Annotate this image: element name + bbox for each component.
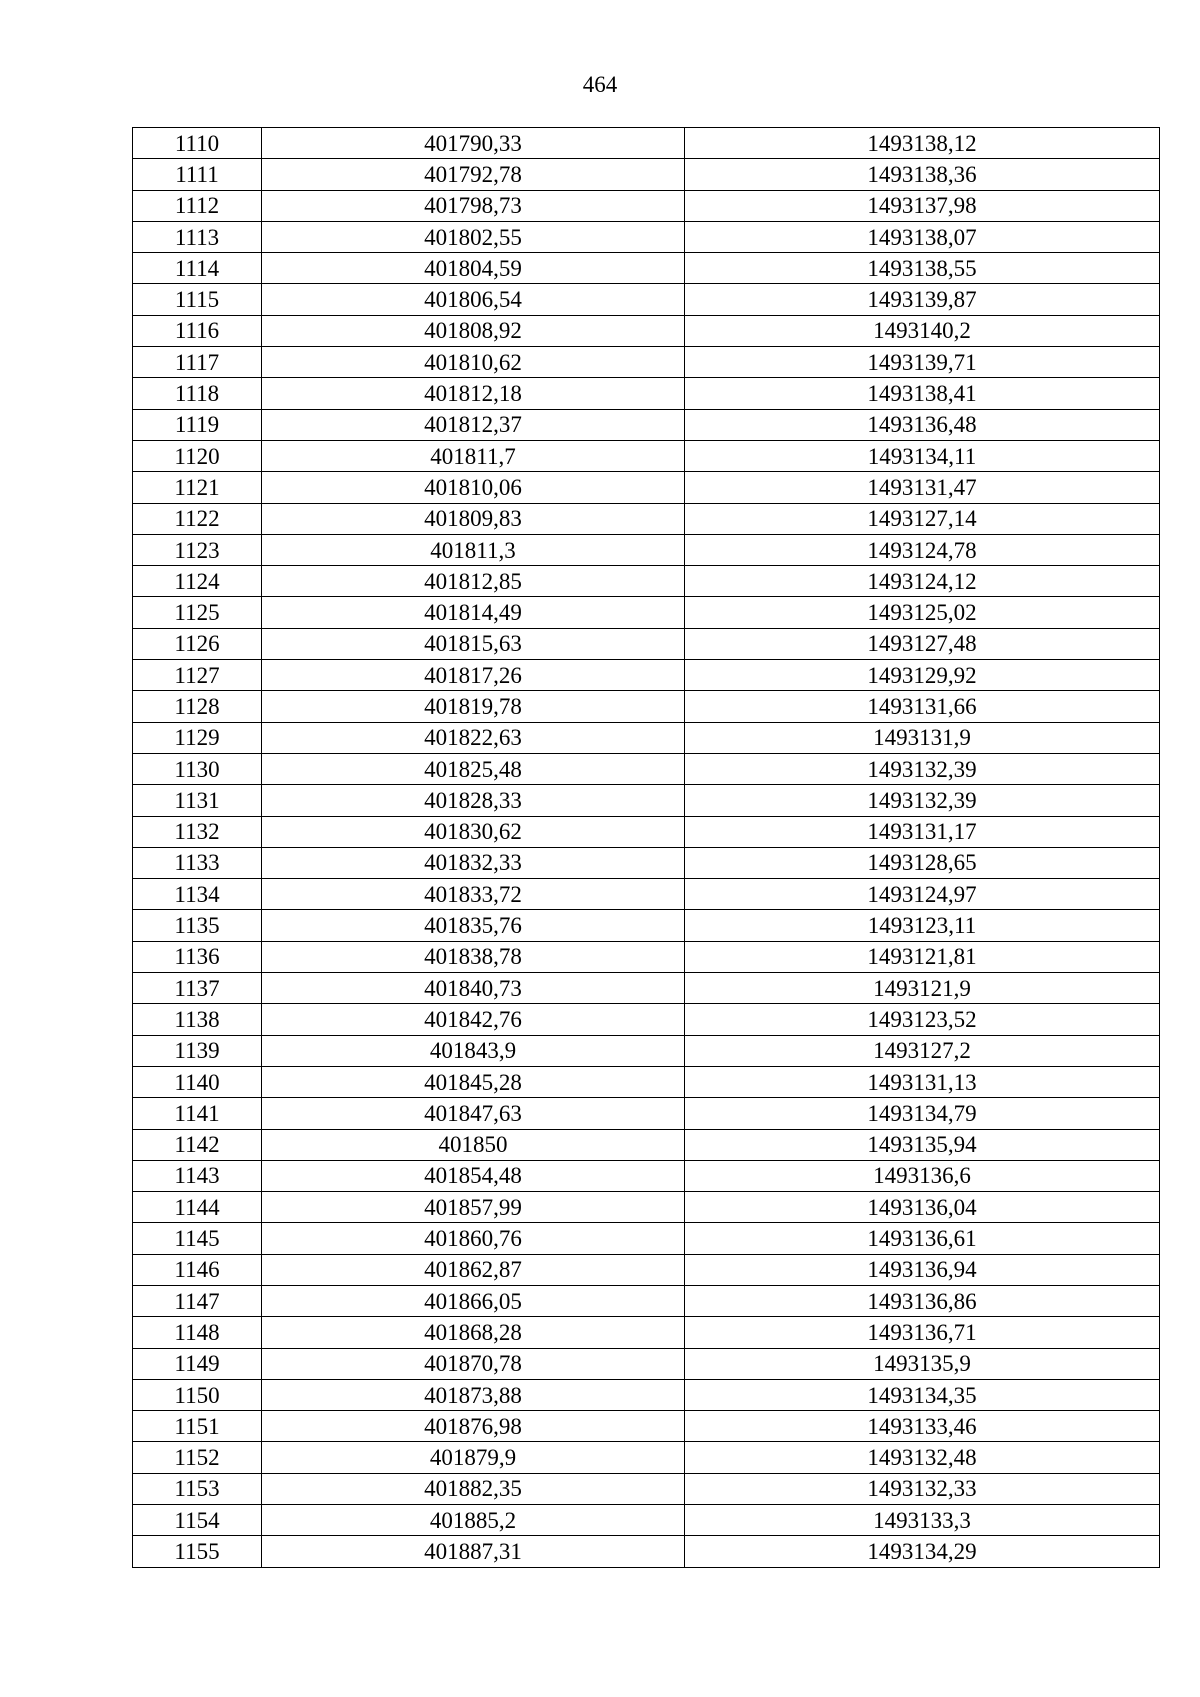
point-number-cell: 1137	[133, 973, 262, 1004]
y-coordinate-cell: 1493124,78	[685, 534, 1160, 565]
y-coordinate-cell: 1493138,41	[685, 378, 1160, 409]
point-number-cell: 1123	[133, 534, 262, 565]
table-row	[133, 253, 1160, 284]
table-row	[133, 628, 1160, 659]
table-row	[133, 221, 1160, 252]
y-coordinate-cell: 1493138,07	[685, 221, 1160, 252]
point-number-cell: 1114	[133, 253, 262, 284]
point-number-cell: 1150	[133, 1379, 262, 1410]
x-coordinate-cell: 401868,28	[262, 1317, 685, 1348]
table-row	[133, 1317, 1160, 1348]
table-row	[133, 879, 1160, 910]
table-row	[133, 1536, 1160, 1567]
point-number-cell: 1155	[133, 1536, 262, 1567]
table-row	[133, 128, 1160, 159]
y-coordinate-cell: 1493132,39	[685, 785, 1160, 816]
y-coordinate-cell: 1493136,94	[685, 1254, 1160, 1285]
x-coordinate-cell: 401842,76	[262, 1004, 685, 1035]
point-number-cell: 1112	[133, 190, 262, 221]
y-coordinate-cell: 1493127,48	[685, 628, 1160, 659]
x-coordinate-cell: 401814,49	[262, 597, 685, 628]
table-row	[133, 816, 1160, 847]
y-coordinate-cell: 1493132,48	[685, 1442, 1160, 1473]
table-row	[133, 1285, 1160, 1316]
table-row	[133, 378, 1160, 409]
point-number-cell: 1111	[133, 159, 262, 190]
x-coordinate-cell: 401790,33	[262, 128, 685, 159]
table-row	[133, 660, 1160, 691]
y-coordinate-cell: 1493132,33	[685, 1473, 1160, 1504]
y-coordinate-cell: 1493124,12	[685, 566, 1160, 597]
table-row	[133, 409, 1160, 440]
y-coordinate-cell: 1493123,11	[685, 910, 1160, 941]
x-coordinate-cell: 401809,83	[262, 503, 685, 534]
table-row	[133, 1505, 1160, 1536]
table-row	[133, 1192, 1160, 1223]
point-number-cell: 1124	[133, 566, 262, 597]
table-row	[133, 1379, 1160, 1410]
point-number-cell: 1116	[133, 315, 262, 346]
point-number-cell: 1142	[133, 1129, 262, 1160]
table-row	[133, 1442, 1160, 1473]
point-number-cell: 1126	[133, 628, 262, 659]
x-coordinate-cell: 401812,85	[262, 566, 685, 597]
table-row	[133, 1066, 1160, 1097]
table-row	[133, 1254, 1160, 1285]
x-coordinate-cell: 401882,35	[262, 1473, 685, 1504]
point-number-cell: 1117	[133, 347, 262, 378]
x-coordinate-cell: 401830,62	[262, 816, 685, 847]
point-number-cell: 1133	[133, 847, 262, 878]
y-coordinate-cell: 1493134,35	[685, 1379, 1160, 1410]
table-row	[133, 347, 1160, 378]
point-number-cell: 1113	[133, 221, 262, 252]
point-number-cell: 1115	[133, 284, 262, 315]
x-coordinate-cell: 401828,33	[262, 785, 685, 816]
point-number-cell: 1152	[133, 1442, 262, 1473]
y-coordinate-cell: 1493131,66	[685, 691, 1160, 722]
point-number-cell: 1147	[133, 1285, 262, 1316]
x-coordinate-cell: 401804,59	[262, 253, 685, 284]
y-coordinate-cell: 1493134,11	[685, 440, 1160, 471]
y-coordinate-cell: 1493135,94	[685, 1129, 1160, 1160]
point-number-cell: 1135	[133, 910, 262, 941]
y-coordinate-cell: 1493121,9	[685, 973, 1160, 1004]
y-coordinate-cell: 1493127,2	[685, 1035, 1160, 1066]
y-coordinate-cell: 1493129,92	[685, 660, 1160, 691]
y-coordinate-cell: 1493138,36	[685, 159, 1160, 190]
table-row	[133, 973, 1160, 1004]
x-coordinate-cell: 401815,63	[262, 628, 685, 659]
table-row	[133, 315, 1160, 346]
point-number-cell: 1143	[133, 1160, 262, 1191]
x-coordinate-cell: 401811,7	[262, 440, 685, 471]
y-coordinate-cell: 1493131,17	[685, 816, 1160, 847]
table-row	[133, 284, 1160, 315]
table-row	[133, 691, 1160, 722]
x-coordinate-cell: 401812,37	[262, 409, 685, 440]
point-number-cell: 1129	[133, 722, 262, 753]
y-coordinate-cell: 1493134,29	[685, 1536, 1160, 1567]
y-coordinate-cell: 1493123,52	[685, 1004, 1160, 1035]
x-coordinate-cell: 401810,06	[262, 472, 685, 503]
table-row	[133, 1348, 1160, 1379]
point-number-cell: 1119	[133, 409, 262, 440]
x-coordinate-cell: 401866,05	[262, 1285, 685, 1316]
point-number-cell: 1146	[133, 1254, 262, 1285]
y-coordinate-cell: 1493139,71	[685, 347, 1160, 378]
table-row	[133, 1223, 1160, 1254]
x-coordinate-cell: 401854,48	[262, 1160, 685, 1191]
x-coordinate-cell: 401798,73	[262, 190, 685, 221]
table-row	[133, 534, 1160, 565]
point-number-cell: 1122	[133, 503, 262, 534]
point-number-cell: 1140	[133, 1066, 262, 1097]
point-number-cell: 1136	[133, 941, 262, 972]
x-coordinate-cell: 401832,33	[262, 847, 685, 878]
x-coordinate-cell: 401825,48	[262, 753, 685, 784]
coordinates-table-body	[133, 128, 1160, 1568]
x-coordinate-cell: 401847,63	[262, 1098, 685, 1129]
point-number-cell: 1131	[133, 785, 262, 816]
y-coordinate-cell: 1493131,47	[685, 472, 1160, 503]
x-coordinate-cell: 401810,62	[262, 347, 685, 378]
table-row	[133, 1098, 1160, 1129]
table-row	[133, 190, 1160, 221]
point-number-cell: 1151	[133, 1411, 262, 1442]
x-coordinate-cell: 401873,88	[262, 1379, 685, 1410]
point-number-cell: 1149	[133, 1348, 262, 1379]
point-number-cell: 1148	[133, 1317, 262, 1348]
y-coordinate-cell: 1493137,98	[685, 190, 1160, 221]
point-number-cell: 1138	[133, 1004, 262, 1035]
y-coordinate-cell: 1493138,55	[685, 253, 1160, 284]
table-row	[133, 1160, 1160, 1191]
table-row	[133, 785, 1160, 816]
y-coordinate-cell: 1493133,3	[685, 1505, 1160, 1536]
point-number-cell: 1118	[133, 378, 262, 409]
y-coordinate-cell: 1493124,97	[685, 879, 1160, 910]
table-row	[133, 910, 1160, 941]
point-number-cell: 1120	[133, 440, 262, 471]
table-row	[133, 472, 1160, 503]
point-number-cell: 1145	[133, 1223, 262, 1254]
x-coordinate-cell: 401812,18	[262, 378, 685, 409]
point-number-cell: 1139	[133, 1035, 262, 1066]
y-coordinate-cell: 1493135,9	[685, 1348, 1160, 1379]
x-coordinate-cell: 401845,28	[262, 1066, 685, 1097]
table-row	[133, 1129, 1160, 1160]
y-coordinate-cell: 1493136,04	[685, 1192, 1160, 1223]
table-row	[133, 941, 1160, 972]
coordinates-table	[132, 127, 1160, 1568]
x-coordinate-cell: 401876,98	[262, 1411, 685, 1442]
y-coordinate-cell: 1493136,6	[685, 1160, 1160, 1191]
table-row	[133, 847, 1160, 878]
x-coordinate-cell: 401887,31	[262, 1536, 685, 1567]
x-coordinate-cell: 401860,76	[262, 1223, 685, 1254]
x-coordinate-cell: 401843,9	[262, 1035, 685, 1066]
y-coordinate-cell: 1493128,65	[685, 847, 1160, 878]
x-coordinate-cell: 401870,78	[262, 1348, 685, 1379]
point-number-cell: 1121	[133, 472, 262, 503]
x-coordinate-cell: 401885,2	[262, 1505, 685, 1536]
page-number: 464	[582, 72, 618, 97]
y-coordinate-cell: 1493127,14	[685, 503, 1160, 534]
x-coordinate-cell: 401840,73	[262, 973, 685, 1004]
x-coordinate-cell: 401819,78	[262, 691, 685, 722]
table-row	[133, 1411, 1160, 1442]
table-row	[133, 159, 1160, 190]
y-coordinate-cell: 1493138,12	[685, 128, 1160, 159]
y-coordinate-cell: 1493136,61	[685, 1223, 1160, 1254]
x-coordinate-cell: 401792,78	[262, 159, 685, 190]
y-coordinate-cell: 1493131,9	[685, 722, 1160, 753]
y-coordinate-cell: 1493134,79	[685, 1098, 1160, 1129]
point-number-cell: 1128	[133, 691, 262, 722]
y-coordinate-cell: 1493136,48	[685, 409, 1160, 440]
table-row	[133, 722, 1160, 753]
table-row	[133, 1035, 1160, 1066]
point-number-cell: 1132	[133, 816, 262, 847]
point-number-cell: 1141	[133, 1098, 262, 1129]
point-number-cell: 1153	[133, 1473, 262, 1504]
x-coordinate-cell: 401817,26	[262, 660, 685, 691]
y-coordinate-cell: 1493125,02	[685, 597, 1160, 628]
x-coordinate-cell: 401838,78	[262, 941, 685, 972]
table-row	[133, 503, 1160, 534]
x-coordinate-cell: 401833,72	[262, 879, 685, 910]
y-coordinate-cell: 1493131,13	[685, 1066, 1160, 1097]
point-number-cell: 1134	[133, 879, 262, 910]
x-coordinate-cell: 401806,54	[262, 284, 685, 315]
table-row	[133, 566, 1160, 597]
table-row	[133, 1473, 1160, 1504]
y-coordinate-cell: 1493136,71	[685, 1317, 1160, 1348]
x-coordinate-cell: 401811,3	[262, 534, 685, 565]
table-row	[133, 1004, 1160, 1035]
x-coordinate-cell: 401802,55	[262, 221, 685, 252]
point-number-cell: 1130	[133, 753, 262, 784]
y-coordinate-cell: 1493133,46	[685, 1411, 1160, 1442]
x-coordinate-cell: 401857,99	[262, 1192, 685, 1223]
point-number-cell: 1144	[133, 1192, 262, 1223]
table-row	[133, 440, 1160, 471]
point-number-cell: 1154	[133, 1505, 262, 1536]
y-coordinate-cell: 1493121,81	[685, 941, 1160, 972]
y-coordinate-cell: 1493140,2	[685, 315, 1160, 346]
y-coordinate-cell: 1493139,87	[685, 284, 1160, 315]
point-number-cell: 1127	[133, 660, 262, 691]
x-coordinate-cell: 401879,9	[262, 1442, 685, 1473]
x-coordinate-cell: 401822,63	[262, 722, 685, 753]
x-coordinate-cell: 401835,76	[262, 910, 685, 941]
table-row	[133, 597, 1160, 628]
x-coordinate-cell: 401862,87	[262, 1254, 685, 1285]
point-number-cell: 1125	[133, 597, 262, 628]
x-coordinate-cell: 401850	[262, 1129, 685, 1160]
x-coordinate-cell: 401808,92	[262, 315, 685, 346]
point-number-cell: 1110	[133, 128, 262, 159]
y-coordinate-cell: 1493132,39	[685, 753, 1160, 784]
y-coordinate-cell: 1493136,86	[685, 1285, 1160, 1316]
table-row	[133, 753, 1160, 784]
